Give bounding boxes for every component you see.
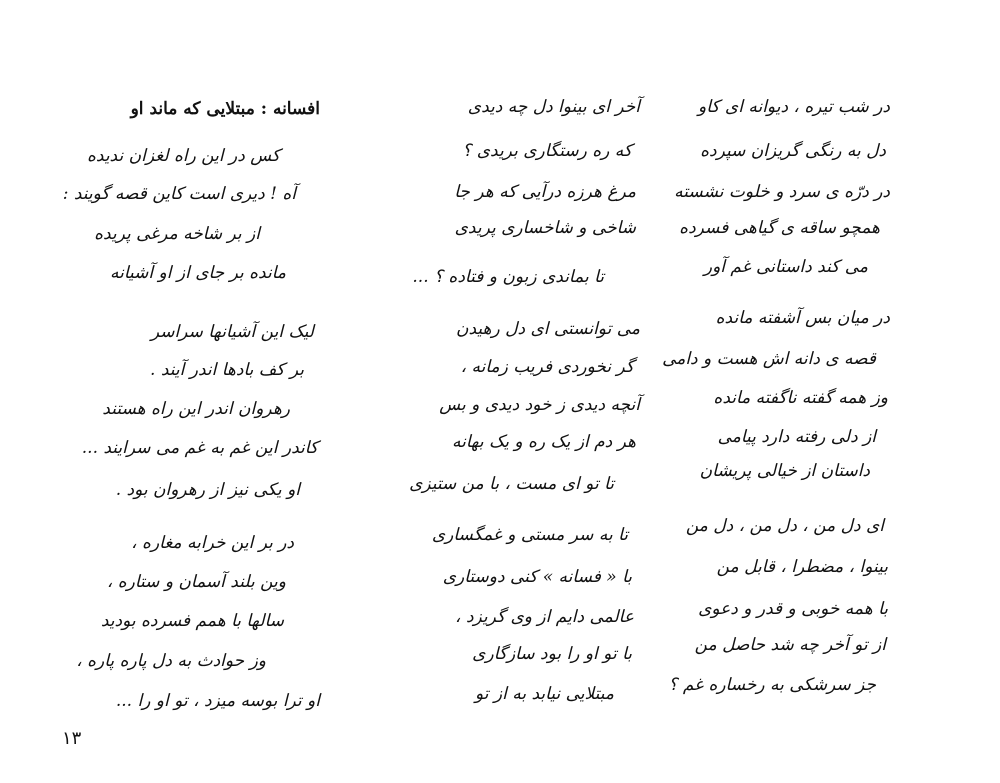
poem-line: تا به سر مستی و غمگساری	[431, 525, 628, 545]
poem-line: از دلی رفته دارد پیامی	[717, 427, 876, 447]
poem-line: قصه ی دانه اش هست و دامی	[662, 349, 876, 369]
poem-line-title: افسانه : مبتلایی که ماند او	[130, 99, 320, 119]
poem-line: مانده بر جای از او آشیانه	[110, 263, 286, 283]
poem-line: آخر ای بینوا دل چه دیدی	[467, 97, 640, 117]
poem-line: شاخی و شاخساری پریدی	[454, 218, 636, 238]
poem-line: کس در این راه لغزان ندیده	[87, 146, 280, 166]
poem-line: در شب تیره ، دیوانه ای کاو	[698, 97, 890, 117]
poem-line: وز همه گفته ناگفته مانده	[713, 388, 888, 408]
poem-line: او ترا بوسه میزد ، تو او را ...	[115, 691, 320, 711]
poem-line: مرغ هرزه درآیی که هر جا	[454, 182, 636, 202]
poem-line: کاندر این غم به غم می سرایند ...	[81, 438, 318, 458]
poem-line: که ره رستگاری بریدی ؟	[462, 141, 632, 161]
poem-line: او یکی نیز از رهروان بود .	[115, 480, 300, 500]
poem-line: عالمی دایم از وی گریزد ،	[455, 607, 634, 627]
poem-line: رهروان اندر این راه هستند	[102, 399, 290, 419]
poem-line: گر نخوردی فریب زمانه ،	[460, 357, 634, 377]
poem-line: با همه خوبی و قدر و دعوی	[698, 599, 888, 619]
poem-line: آه ! دیری است کاین قصه گویند :	[62, 184, 296, 204]
poem-line: بر کف بادها اندر آیند .	[150, 360, 304, 380]
page-number: ۱۳	[62, 728, 82, 749]
poem-line: در بر این خرابه مغاره ،	[131, 533, 294, 553]
poem-line: با تو او را بود سازگاری	[472, 644, 632, 664]
poem-line: همچو ساقه ی گیاهی فسرده	[679, 218, 880, 238]
poem-line: تا بماندی زبون و فتاده ؟ ...	[412, 267, 604, 287]
poem-line: لیک این آشیانها سراسر	[150, 322, 314, 342]
poem-line: هر دم از یک ره و یک بهانه	[451, 432, 636, 452]
poem-line: در میان بس آشفته مانده	[715, 308, 890, 328]
poem-line: وین بلند آسمان و ستاره ،	[106, 572, 286, 592]
poem-line: می توانستی ای دل رهیدن	[456, 319, 640, 339]
poem-line: مبتلایی نیابد به از تو	[474, 684, 614, 704]
poem-line: ای دل من ، دل من ، دل من	[685, 516, 884, 536]
poem-line: تا تو ای مست ، با من ستیزی	[409, 474, 614, 494]
poem-line: دل به رنگی گریزان سپرده	[700, 141, 886, 161]
poem-line: بینوا ، مضطرا ، قابل من	[716, 557, 888, 577]
poem-line: وز حوادث به دل پاره پاره ،	[76, 651, 266, 671]
poem-line: با « فسانه » کنی دوستاری	[442, 567, 632, 587]
poem-line: می کند داستانی غم آور	[703, 257, 868, 277]
poem-line: آنچه دیدی ز خود دیدی و بس	[439, 395, 640, 415]
poem-line: در درّه ی سرد و خلوت نشسته	[674, 182, 890, 202]
poem-line: داستان از خیالی پریشان	[699, 461, 870, 481]
poem-line: سالها با همم فسرده بودید	[100, 611, 284, 631]
poem-line: جز سرشکی به رخساره غم ؟	[668, 675, 876, 695]
poem-line: از بر شاخه مرغی پریده	[94, 224, 260, 244]
poem-line: از تو آخر چه شد حاصل من	[694, 635, 886, 655]
